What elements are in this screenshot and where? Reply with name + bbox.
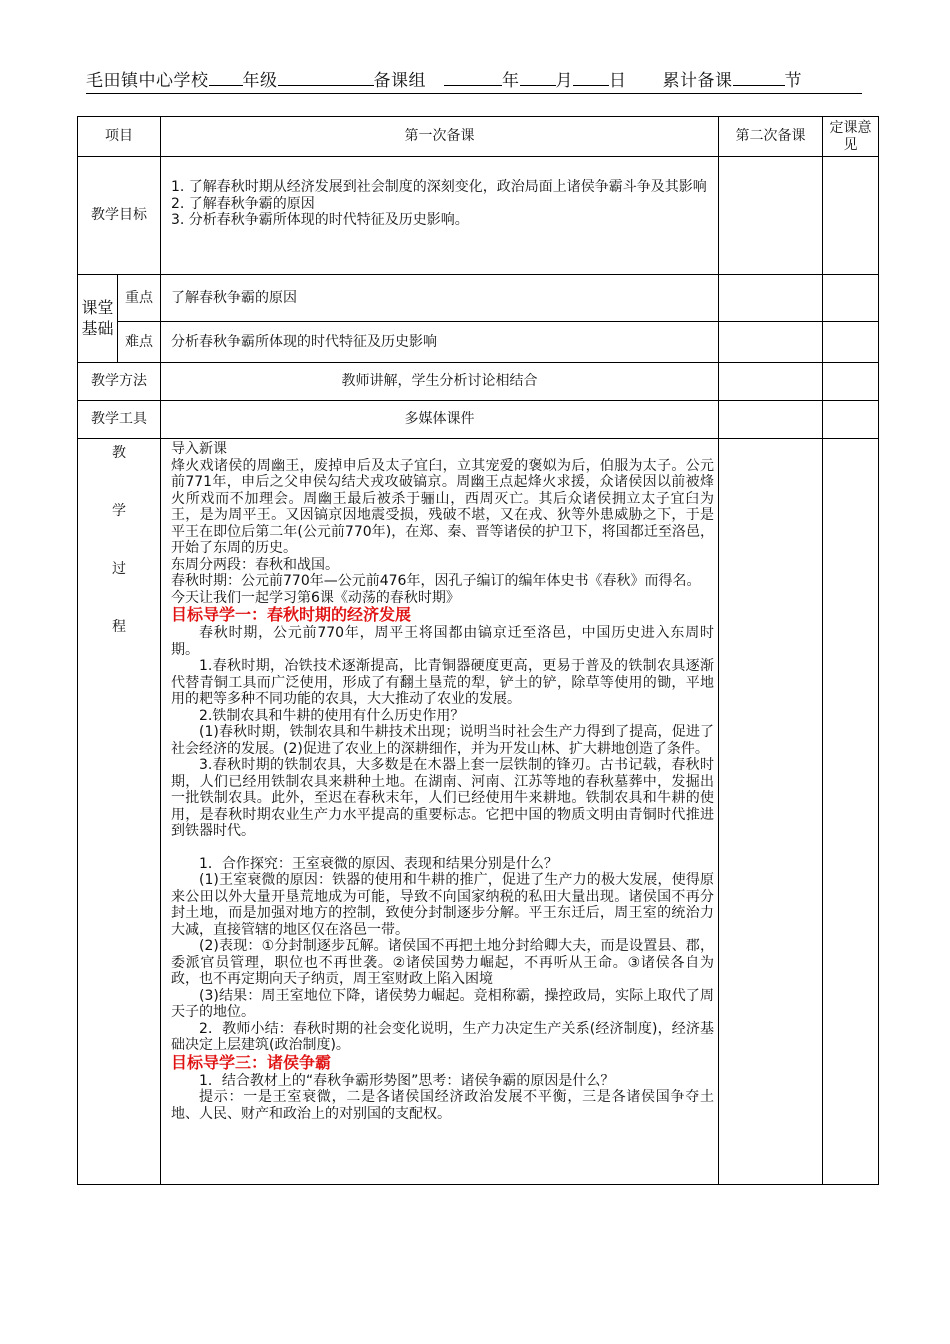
paragraph-12: 提示：一是王室衰微，二是各诸侯国经济政治发展不平衡，三是各诸侯国争夺土地、人民、财产和政治上的对别国的支配权。: [171, 1089, 714, 1122]
difficult-text[interactable]: 分析春秋争霸所体现的时代特征及历史影响: [161, 322, 719, 363]
paragraph-2: 1.春秋时期，冶铁技术逐渐提高，比青铜器硬度更高，更易于普及的铁制农具逐渐代替青铜工具而广泛使用，形成了有翻土垦荒的犁，铲土的铲，除草等使用的锄，平地用的耙等多种不同功能的农具，大大推动了农业的发展。: [171, 658, 714, 708]
grade-label: 年级: [242, 71, 278, 91]
lesson-plan-table: [77, 116, 879, 1185]
col-item-header: 项目: [78, 117, 161, 157]
year-label: 年: [502, 71, 520, 91]
east-zhou: 东周分两段：春秋和战国。: [171, 556, 339, 573]
difficult-row: [78, 322, 879, 363]
tools-final[interactable]: [823, 401, 879, 439]
difficult-label: 难点: [118, 322, 161, 363]
basis-label: 课堂基础: [78, 275, 118, 363]
goal-heading-1: 目标导学一：春秋时期的经济发展: [171, 605, 412, 625]
method-label: 教学方法: [78, 363, 161, 401]
header-row: [78, 117, 879, 157]
process-final[interactable]: [823, 439, 879, 1185]
day-blank[interactable]: [573, 71, 609, 86]
col-first-header: 第一次备课: [161, 117, 719, 157]
paragraph-6: 1．合作探究：王室衰微的原因、表现和结果分别是什么？: [199, 855, 558, 872]
group-blank[interactable]: [278, 71, 374, 86]
paragraph-9: (3)结果：周王室地位下降，诸侯势力崛起。竞相称霸，操控政局，实际上取代了周天子的地位。: [171, 987, 714, 1021]
school-name: 毛田镇中心学校: [86, 71, 209, 91]
tools-text[interactable]: 多媒体课件: [161, 401, 719, 439]
section-blank[interactable]: [733, 71, 785, 86]
today-lesson: 今天让我们一起学习第6课《动荡的春秋时期》: [171, 589, 460, 606]
tools-row: [78, 401, 879, 439]
process-second[interactable]: [719, 439, 823, 1185]
paragraph-1: 春秋时期，公元前770年，周平王将国都由镐京迁至洛邑，中国历史进入东周时期。: [171, 625, 714, 658]
process-content[interactable]: [161, 439, 719, 1185]
day-label: 日: [609, 71, 627, 91]
paragraph-3: 2.铁制农具和牛耕的使用有什么历史作用？: [199, 707, 465, 724]
difficult-final[interactable]: [823, 322, 879, 363]
intro-title: 导入新课: [171, 441, 227, 457]
paragraph-10: 2．教师小结：春秋时期的社会变化说明，生产力决定生产关系(经济制度)，经济基础决定上层建筑(政治制度)。: [171, 1020, 714, 1054]
key-label: 重点: [118, 275, 161, 322]
method-final[interactable]: [823, 363, 879, 401]
goal-2: 2. 了解春秋争霸的原因: [171, 195, 315, 212]
difficult-second[interactable]: [719, 322, 823, 363]
paragraph-4: (1)春秋时期，铁制农具和牛耕技术出现；说明当时社会生产力得到了提高，促进了社会经济的发展。(2)促进了农业上的深耕细作，并为开发山林、扩大耕地创造了条件。: [171, 724, 714, 757]
tools-label: 教学工具: [78, 401, 161, 439]
goals-final[interactable]: [823, 157, 879, 275]
month-blank[interactable]: [520, 71, 556, 86]
goals-row: [78, 157, 879, 275]
key-final[interactable]: [823, 275, 879, 322]
method-text[interactable]: 教师讲解，学生分析讨论相结合: [161, 363, 719, 401]
process-label: 教 学 过 程: [78, 439, 161, 1185]
goals-second[interactable]: [719, 157, 823, 275]
goals-label: 教学目标: [78, 157, 161, 275]
goal-3: 3. 分析春秋争霸所体现的时代特征及历史影响。: [171, 212, 469, 229]
month-label: 月: [555, 71, 573, 91]
tools-second[interactable]: [719, 401, 823, 439]
paragraph-5: 3.春秋时期的铁制农具，大多数是在木器上套一层铁制的锋刃。古书记载，春秋时期，人们已经用铁制农具来耕种土地。在湖南、河南、江苏等地的春秋墓葬中，发掘出一批铁制农具。此外，至迟在春秋末年，人们已经使用牛来耕地。铁制农具和牛耕的使用，是春秋时期农业生产力水平提高的重要标志。它把中国的物质文明由青铜时代推进到铁器时代。: [171, 757, 714, 840]
grade-blank[interactable]: [209, 71, 243, 86]
process-row: [78, 439, 879, 1185]
method-second[interactable]: [719, 363, 823, 401]
col-final-header: 定课意见: [823, 117, 879, 157]
group-label: 备课组: [373, 71, 426, 91]
cumulative-label: 累计备课: [662, 71, 733, 91]
goals-cell[interactable]: [161, 157, 719, 275]
section-label: 节: [784, 71, 802, 91]
key-row: [78, 275, 879, 322]
year-blank[interactable]: [444, 71, 502, 86]
goal-1: 1. 了解春秋时期从经济发展到社会制度的深刻变化，政治局面上诸侯争霸斗争及其影响: [171, 179, 707, 195]
method-row: [78, 363, 879, 401]
goal-heading-3: 目标导学三：诸侯争霸: [171, 1052, 332, 1072]
paragraph-11: 1．结合教材上的“春秋争霸形势图”思考：诸侯争霸的原因是什么？: [199, 1072, 615, 1089]
paragraph-8: (2)表现：①分封制逐步瓦解。诸侯国不再把土地分封给卿大夫，而是设置县、郡，委派官员管理，职位也不再世袭。②诸侯国势力崛起，不再听从王命。③诸侯各自为政，也不再定期向天子纳贡，周王室财政上陷入困境: [171, 938, 714, 988]
intro-story: 烽火戏诸侯的周幽王，废掉申后及太子宜臼，立其宠爱的褒姒为后，伯服为太子。公元前771年，申后之父申侯勾结犬戎攻破镐京。周幽王点起烽火求援，众诸侯因以前被烽火所戏而不加理会。周幽王最后被杀于骊山，西周灭亡。其后众诸侯拥立太子宜臼为王，是为周平王。又因镐京因地震受损，残破不堪，又在戎、狄等外患威胁之下，于是平王在即位后第二年(公元前770年)，在郑、秦、晋等诸侯的护卫下，将国都迁至洛邑，开始了东周的历史。: [171, 457, 714, 557]
spring-autumn-period: 春秋时期：公元前770年—公元前476年，因孔子编订的编年体史书《春秋》而得名。: [171, 573, 701, 590]
paragraph-7: (1)王室衰微的原因：铁器的使用和牛耕的推广，促进了生产力的极大发展，使得原来公田以外大量开垦荒地成为可能，导致不向国家纳税的私田大量出现。诸侯国不再分封土地，而是加强对地方的控制，致使分封制逐步分解。平王东迁后，周王室的统治力大减，直接管辖的地区仅在洛邑一带。: [171, 872, 714, 938]
key-text[interactable]: 了解春秋争霸的原因: [161, 275, 719, 322]
col-second-header: 第二次备课: [719, 117, 823, 157]
page-header: [86, 66, 862, 94]
key-second[interactable]: [719, 275, 823, 322]
